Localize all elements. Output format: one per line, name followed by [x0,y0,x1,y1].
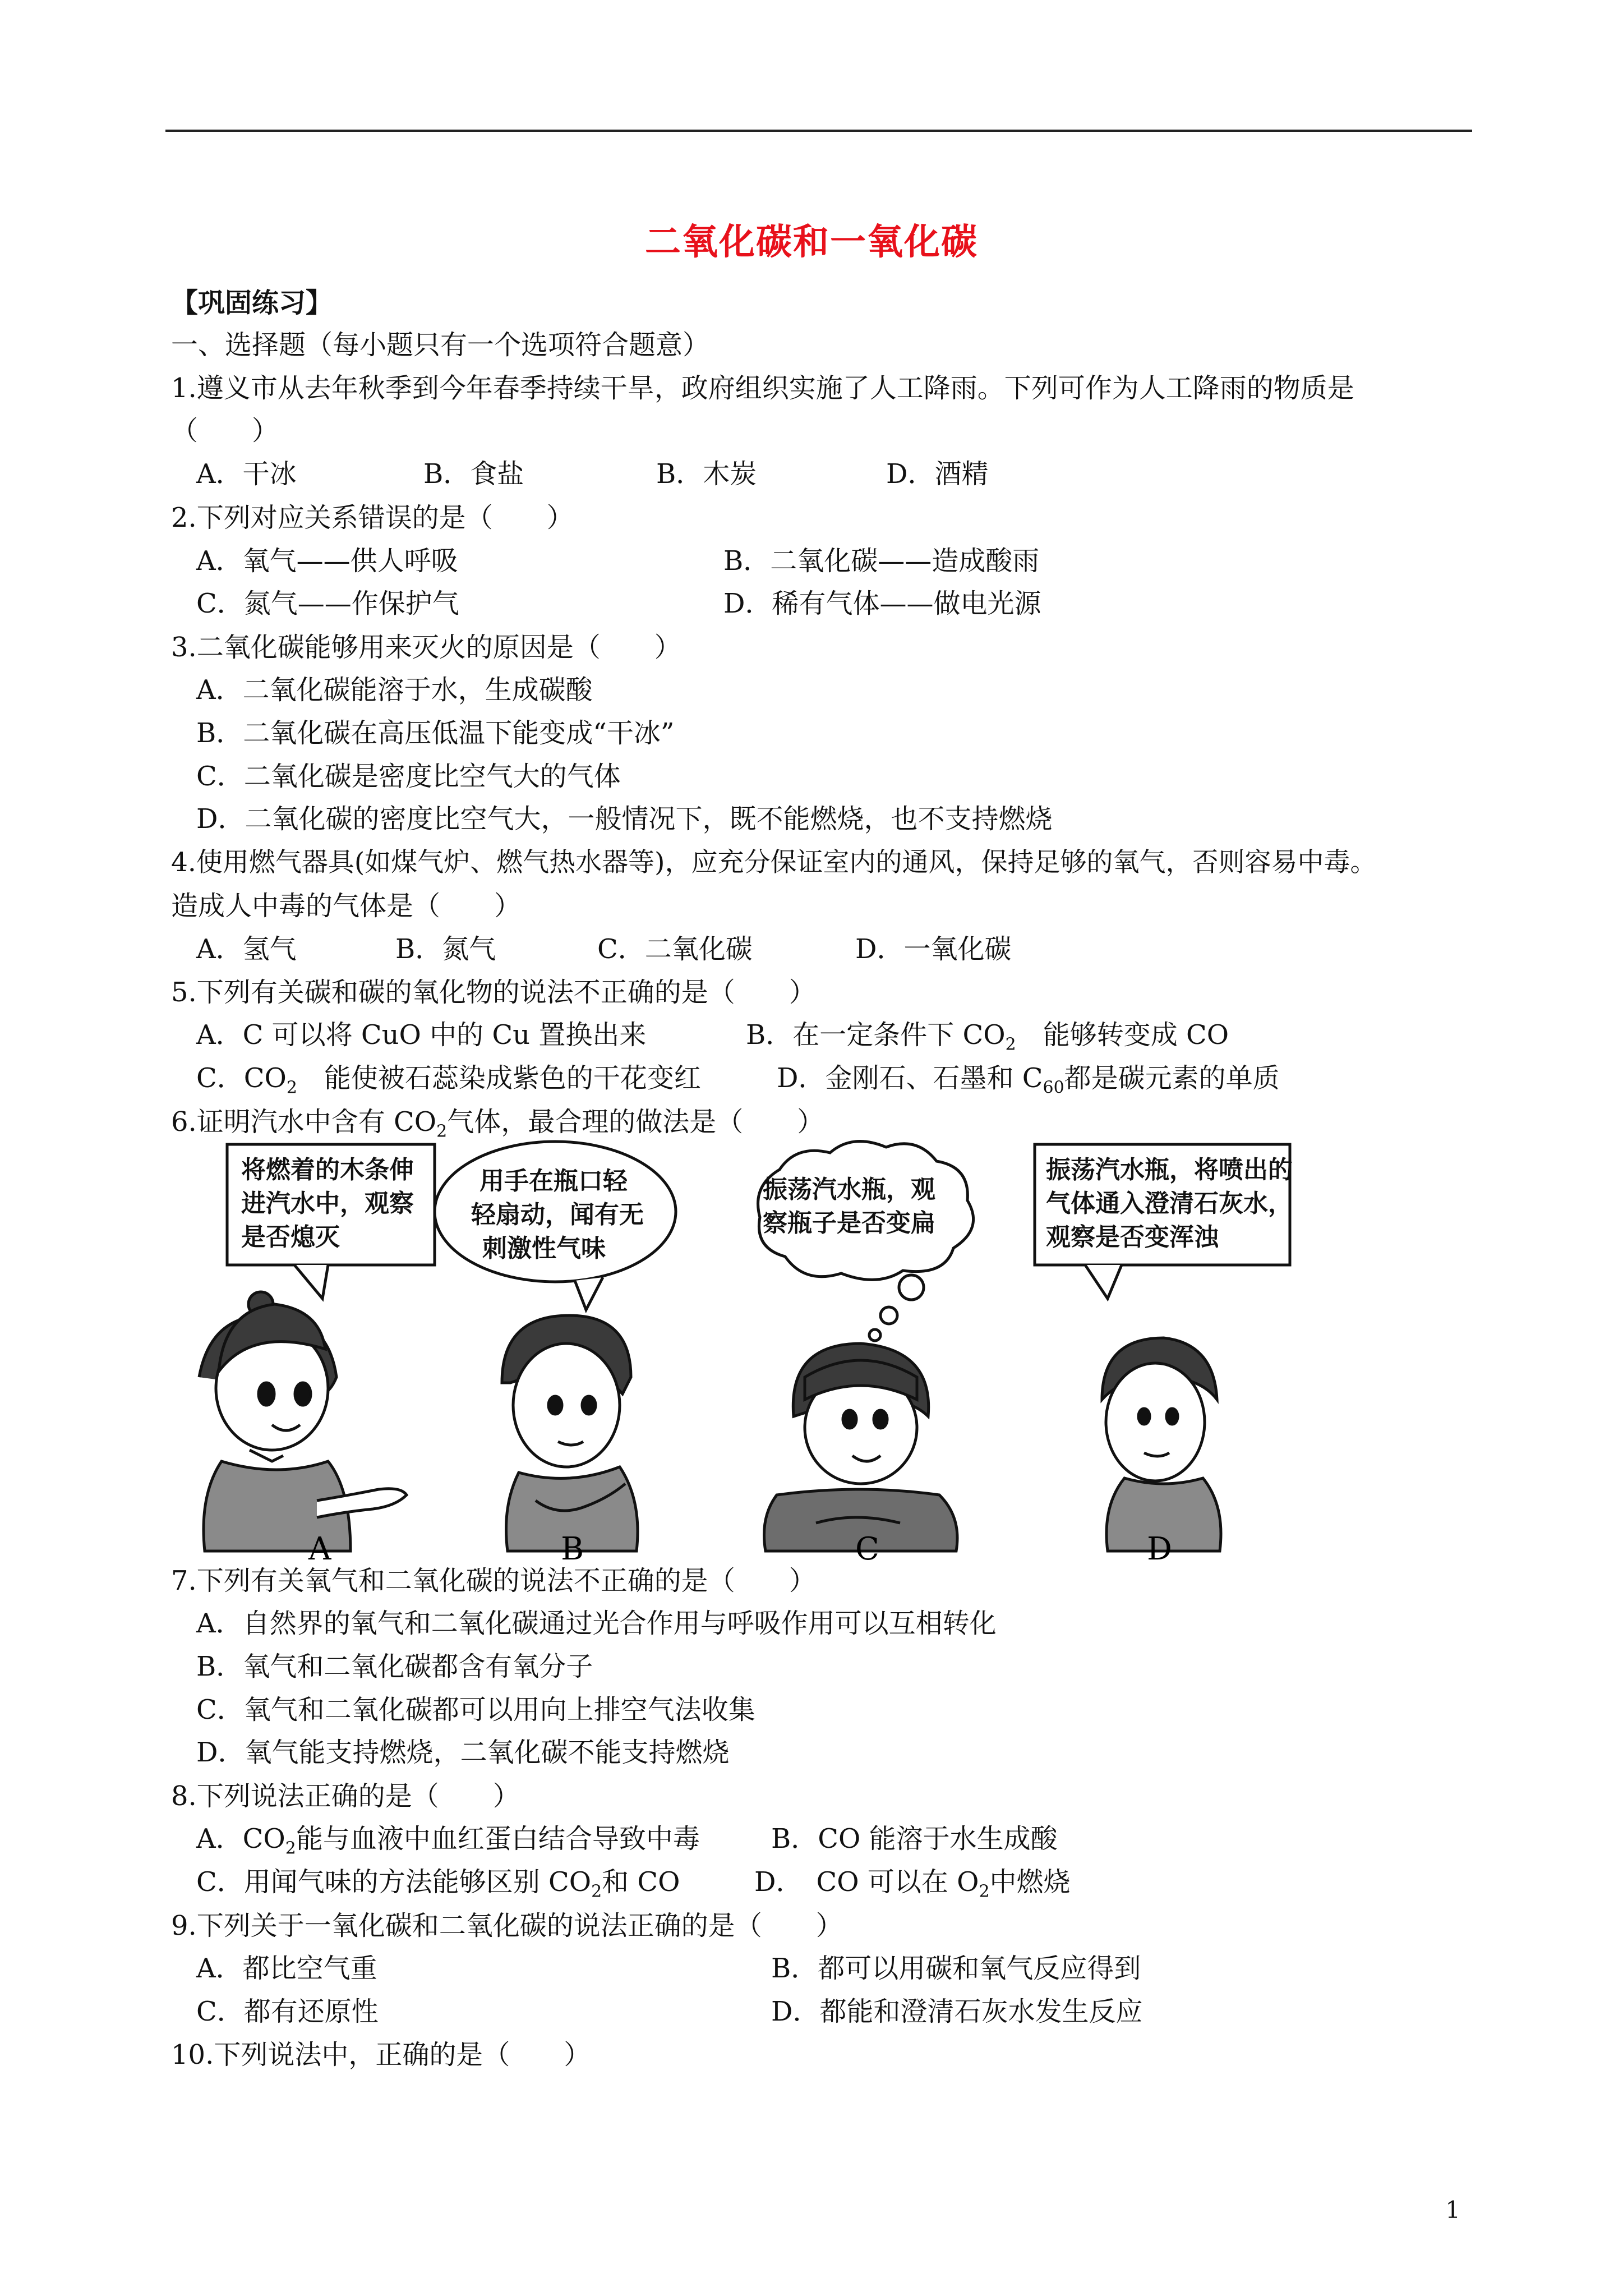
thought-dot-1 [899,1275,924,1300]
q7-option-a: A．自然界的氧气和二氧化碳通过光合作用与呼吸作用可以互相转化 [196,1608,997,1639]
q8-option-a: A．$CO_2$能与血液中血红蛋白结合导致中毒 [196,1823,700,1858]
q6-label-d: D [1147,1531,1172,1562]
person-c-illustration [764,1343,958,1551]
q2-option-c: C．氮气——作保护气 [196,588,459,619]
bubble-d-line-3: 观察是否变浑浊 [1046,1223,1219,1251]
thought-dot-2 [880,1307,897,1324]
bubble-c-line-1: 振荡汽水瓶，观 [763,1175,935,1204]
q9-option-a: A．都比空气重 [196,1953,377,1984]
q6-label-b: B [561,1531,584,1562]
q4-option-a: A．氢气 [196,933,297,965]
section-heading: 【巩固练习】 [171,287,333,319]
q5-option-c: C．$CO_2$ 能使被石蕊染成紫色的干花变红 [196,1062,701,1098]
thought-dot-3 [869,1329,880,1341]
q3-option-a: A．二氧化碳能溶于水，生成碳酸 [196,674,593,706]
q10-stem: 10.下列说法中，正确的是（ ） [171,2039,591,2070]
q1-option-c: B．木炭 [656,458,757,490]
page-title: 二氧化碳和一氧化碳 [645,221,978,263]
q9-stem: 9.下列关于一氧化碳和二氧化碳的说法正确的是（ ） [171,1910,843,1941]
bubble-d-line-2: 气体通入澄清石灰水， [1046,1189,1293,1218]
q9-option-c: C．都有还原性 [196,1996,379,2027]
bubble-a-line-1: 将燃着的木条伸 [241,1156,414,1184]
q1-option-a: A．干冰 [196,458,297,490]
q3-stem: 3.二氧化碳能够用来灭火的原因是（ ） [171,632,681,663]
person-d-illustration [1102,1338,1221,1551]
q6-stem: 6.证明汽水中含有 $CO_2$气体，最合理的做法是（ ） [171,1106,824,1142]
q2-option-b: B．二氧化碳——造成酸雨 [723,545,1040,577]
bubble-b-line-1: 用手在瓶口轻 [479,1167,628,1195]
header-rule [165,130,1472,132]
q8-option-d: D． CO 可以在 $O_2$中燃烧 [754,1866,1071,1902]
q1-stem: 1.遵义市从去年秋季到今年春季持续干旱，政府组织实施了人工降雨。下列可作为人工降雨的物质是 [171,372,1354,404]
q3-option-c: C．二氧化碳是密度比空气大的气体 [196,761,621,792]
bubble-b-line-2: 轻扇动，闻有无 [471,1200,644,1229]
q1-option-b: B．食盐 [423,458,524,490]
person-b-illustration [502,1315,638,1551]
q8-option-c: C．用闻气味的方法能够区别 $CO_2$和 CO [196,1866,680,1902]
q7-option-c: C．氧气和二氧化碳都可以用向上排空气法收集 [196,1694,755,1726]
q4-stem-2: 造成人中毒的气体是（ ） [171,890,522,922]
q4-option-d: D．一氧化碳 [855,933,1012,965]
part-heading: 一、选择题（每小题只有一个选项符合题意） [171,329,710,361]
q9-option-d: D．都能和澄清石灰水发生反应 [771,1996,1143,2027]
q6-cartoon-figure [188,1136,1304,1562]
q3-option-b: B．二氧化碳在高压低温下能变成“干冰” [196,717,675,749]
q1-option-d: D．酒精 [886,458,989,490]
q9-option-b: B．都可以用碳和氧气反应得到 [771,1953,1141,1984]
q4-stem: 4.使用燃气器具(如煤气炉、燃气热水器等)，应充分保证室内的通风，保持足够的氧气，否则容易中毒。 [171,847,1377,878]
q3-option-d: D．二氧化碳的密度比空气大，一般情况下，既不能燃烧，也不支持燃烧 [196,803,1053,835]
q5-stem: 5.下列有关碳和碳的氧化物的说法不正确的是（ ） [171,977,816,1008]
q7-option-b: B．氧气和二氧化碳都含有氧分子 [196,1651,593,1682]
bubble-d-line-1: 振荡汽水瓶，将喷出的 [1046,1156,1293,1184]
q8-option-b: B．CO 能溶于水生成酸 [771,1823,1058,1855]
page-number: 1 [1445,2196,1460,2224]
bubble-a-line-3: 是否熄灭 [241,1223,340,1251]
q1-paren: （ ） [171,415,279,447]
q2-stem: 2.下列对应关系错误的是（ ） [171,502,574,533]
person-a-illustration [199,1292,407,1551]
q7-option-d: D．氧气能支持燃烧，二氧化碳不能支持燃烧 [196,1737,730,1768]
q2-option-d: D．稀有气体——做电光源 [723,588,1041,619]
q5-option-a: A．C 可以将 CuO 中的 Cu 置换出来 [196,1019,647,1051]
bubble-b-line-3: 刺激性气味 [482,1234,606,1263]
bubble-a-line-2: 进汽水中，观察 [241,1189,414,1218]
q8-stem: 8.下列说法正确的是（ ） [171,1780,520,1812]
q7-stem: 7.下列有关氧气和二氧化碳的说法不正确的是（ ） [171,1565,816,1596]
bubble-c-line-2: 察瓶子是否变扁 [763,1209,935,1237]
q4-option-c: C．二氧化碳 [597,933,753,965]
q2-option-a: A．氧气——供人呼吸 [196,545,458,577]
q5-option-b: B．在一定条件下 $CO_2$ 能够转变成 CO [746,1019,1229,1055]
q4-option-b: B．氮气 [395,933,496,965]
q5-option-d: D．金刚石、石墨和 $C_{60}$都是碳元素的单质 [777,1062,1280,1098]
q6-label-a: A [308,1531,331,1562]
q6-label-c: C [855,1531,879,1562]
